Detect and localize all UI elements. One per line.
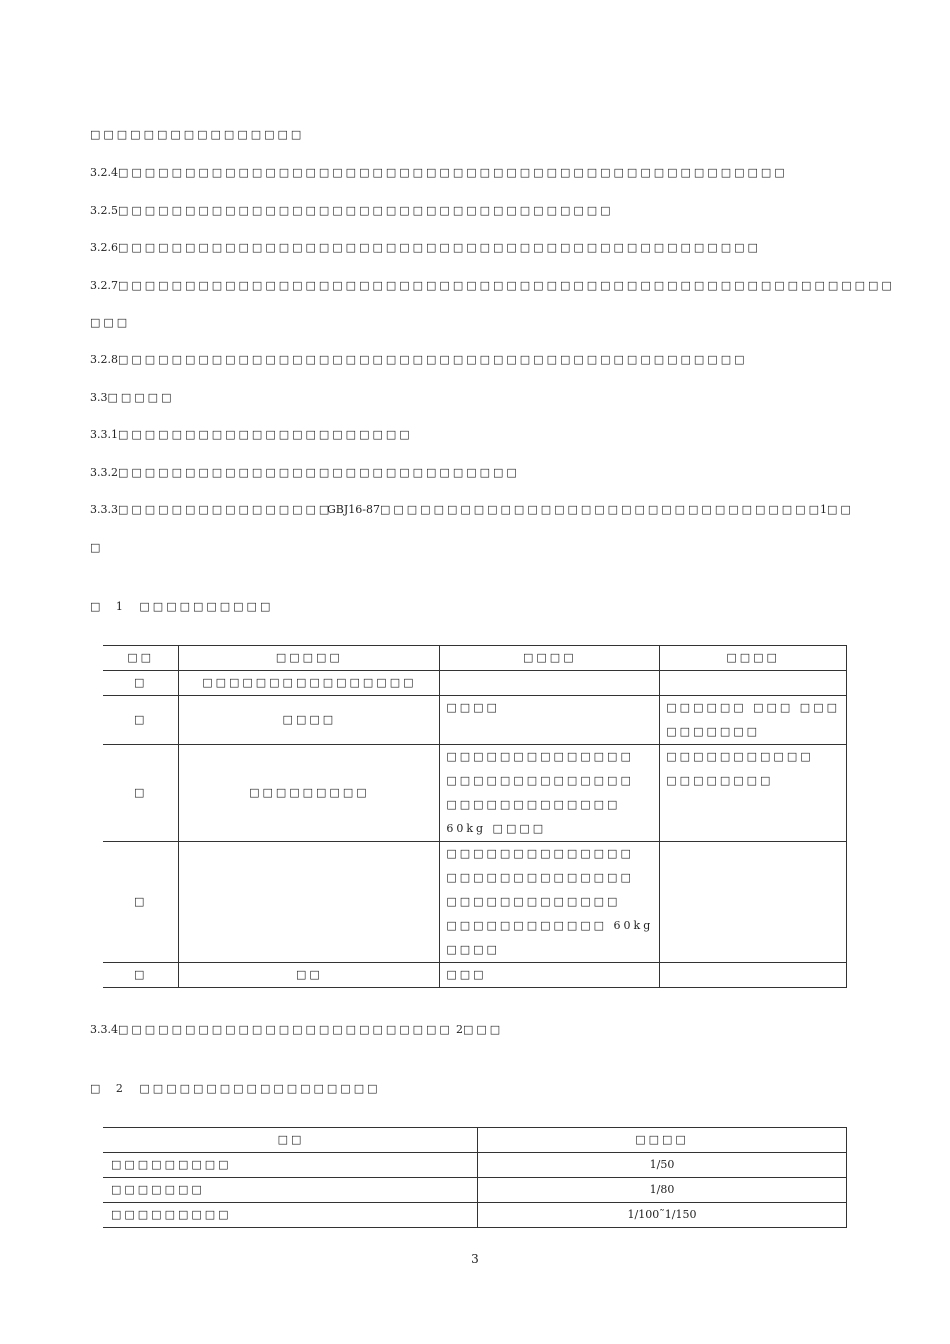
caption-label: □: [90, 1082, 104, 1095]
paragraph-text: □□□□□□□□□□□□□□□□□□□□□□□□□□□□□□□□□□□□□: [118, 204, 614, 217]
paragraph-text: □□□□□□□□□□□□□□□□□□□□□□□□□□□□□□□□□□□□□□□□□□□□□□□□□□: [118, 166, 788, 179]
header-cell: □□: [103, 646, 179, 671]
cell-limit: [440, 696, 660, 745]
paragraph-3-3-1: [90, 428, 413, 442]
table-row: [103, 842, 847, 963]
cell-line: □□□□□□□□□□□□□□: [446, 871, 634, 884]
paragraph-text: □□□□□□□□□□□□□□□□□□□□□□: [118, 428, 413, 441]
clause-number: 3.3.4: [90, 1023, 118, 1036]
paragraph-text: □□: [827, 503, 854, 516]
paragraph-3-2-6: [90, 241, 761, 255]
cell-limit: □□□: [440, 963, 660, 988]
caption-label: □: [90, 600, 104, 613]
header-cell: □□□□: [478, 1128, 847, 1153]
clause-number: 3.2.8: [90, 353, 118, 366]
page-number: 3: [471, 1252, 479, 1266]
caption-text: □□□□□□□□□□: [139, 600, 274, 613]
cell-note: [660, 963, 847, 988]
cell-value: 1/80: [478, 1178, 847, 1203]
clause-number: 3.2.5: [90, 204, 118, 217]
cell-line: □□□□: [446, 943, 500, 956]
header-cell: □□□□: [660, 646, 847, 671]
paragraph-text: □□□□□□□□□□□□□□□□□□□□□□□□□□□□□□□□□□□□□□□□□□□□□□□: [118, 353, 748, 366]
standard-code-text: GBJ16-87: [327, 503, 380, 516]
paragraph-3-2-4: [90, 166, 788, 180]
header-cell: □□□□□: [179, 646, 440, 671]
caption-number: 2: [115, 1082, 123, 1095]
table-row: [103, 696, 847, 745]
cell-value: 1/100˜1/150: [478, 1203, 847, 1228]
table-row: [103, 963, 847, 988]
cell-no: □: [103, 671, 179, 696]
paragraph-3-3-2: [90, 466, 520, 480]
cell-line: □□□□□□□□□□□□□□: [446, 750, 634, 763]
table-ref-number: 2: [456, 1023, 463, 1036]
cell-no: □: [103, 696, 179, 745]
header-cell: □□: [103, 1128, 478, 1153]
paragraph-text: □□□□□□□□□□□□□□□□□□□□□□□□□□□□□□□□□□□□□□□□□□□□□□□□□□□□□□□□□□: [118, 279, 895, 292]
clause-number: 3.2.4: [90, 166, 118, 179]
cell-note: [660, 745, 847, 842]
clause-number: 3.3.2: [90, 466, 118, 479]
header-cell: □□□□: [440, 646, 660, 671]
cell-name: □□□□□□□□□: [179, 745, 440, 842]
cell-line: □□□□: [446, 701, 500, 714]
clause-number: 3.2.7: [90, 279, 118, 292]
cell-line: □□□□□□□: [666, 725, 761, 738]
table-header-row: [103, 1128, 847, 1153]
cell-line: □□□□□□□□□□□□□□: [446, 774, 634, 787]
paragraph-3-2-7: [90, 279, 895, 293]
table2: [103, 1127, 847, 1228]
paragraph-text: □□□□□□□□□□□□□□□□: [90, 128, 305, 141]
table-row: [103, 745, 847, 842]
table1: [103, 645, 847, 988]
table2-caption: [90, 1082, 380, 1095]
cell-note: [660, 696, 847, 745]
cell-limit: [440, 745, 660, 842]
paragraph-text: □□□□□□□□□□□□□□□□□□□□□□□□□□□□□□: [118, 466, 520, 479]
clause-number: 3.3: [90, 391, 108, 404]
cell-no: □: [103, 842, 179, 963]
cell-type: □□□□□□□: [103, 1178, 478, 1203]
clause-number: 3.3.1: [90, 428, 118, 441]
cell-limit: [440, 671, 660, 696]
cell-line: □□□□□□□□□□□□□: [446, 895, 621, 908]
cell-value: 1/50: [478, 1153, 847, 1178]
cell-no: □: [103, 963, 179, 988]
paragraph-text: □□□□□□□□□□□□□□□□□□□□□□□□□□□□□□□□□□□□□□□□□□□□□□□□: [118, 241, 761, 254]
cell-type: □□□□□□□□□: [103, 1203, 478, 1228]
paragraph-text: □: [90, 541, 104, 554]
paragraph-text: □□□: [463, 1023, 504, 1036]
standard-code: [327, 503, 822, 517]
cell-name: □□: [179, 963, 440, 988]
clause-number: 3.3.3: [90, 503, 118, 516]
paragraph-text: □□□□□□□□□□□□□□□□: [118, 503, 333, 516]
cell-name: □□□□□□□□□□□□□□□□: [179, 671, 440, 696]
table-header-row: [103, 646, 847, 671]
clause-number: 3.2.6: [90, 241, 118, 254]
table-row: [103, 1203, 847, 1228]
cell-no: □: [103, 745, 179, 842]
table-ref: [820, 503, 854, 517]
cell-name: [179, 842, 440, 963]
paragraph-text: □□□: [90, 316, 131, 329]
paragraph-continuation: [90, 128, 304, 142]
paragraph-3-2-8: [90, 353, 747, 367]
cell-line: □□□□□□□□□□□□□: [446, 798, 621, 811]
table-row: [103, 1153, 847, 1178]
table1-caption: [90, 600, 273, 613]
caption-text: □□□□□□□□□□□□□□□□□□: [139, 1082, 381, 1095]
cell-type: □□□□□□□□□: [103, 1153, 478, 1178]
section-heading-3-3: [90, 391, 174, 405]
cell-name: □□□□: [179, 696, 440, 745]
cell-note: [660, 842, 847, 963]
paragraph-3-2-5: [90, 204, 614, 218]
cell-line: □□□□□□ □□□ □□□: [666, 701, 840, 714]
cell-note: [660, 671, 847, 696]
paragraph-text: □□□□□□□□□□□□□□□□□□□□□□□□□: [118, 1023, 453, 1036]
table-row: [103, 671, 847, 696]
cell-line: □□□□□□□□□□□: [666, 750, 814, 763]
cell-limit: [440, 842, 660, 963]
table-ref-number: 1: [820, 503, 827, 516]
cell-line: □□□□□□□□□□□□□□: [446, 847, 634, 860]
cell-line: □□□□□□□□□□□□ 60kg: [446, 919, 654, 932]
table-row: [103, 1178, 847, 1203]
paragraph-3-2-7-wrap: [90, 316, 130, 330]
cell-line: □□□□□□□□: [666, 774, 774, 787]
caption-number: 1: [115, 600, 123, 613]
cell-line: 60kg □□□□: [446, 822, 547, 835]
paragraph-3-3-3-wrap: [90, 541, 103, 555]
table-ref: [456, 1023, 503, 1037]
paragraph-text: □□□□□□□□□□□□□□□□□□□□□□□□□□□□□□□□□: [380, 503, 822, 516]
paragraph-text: □□□□□: [107, 391, 175, 404]
paragraph-3-3-4: [90, 1023, 453, 1037]
